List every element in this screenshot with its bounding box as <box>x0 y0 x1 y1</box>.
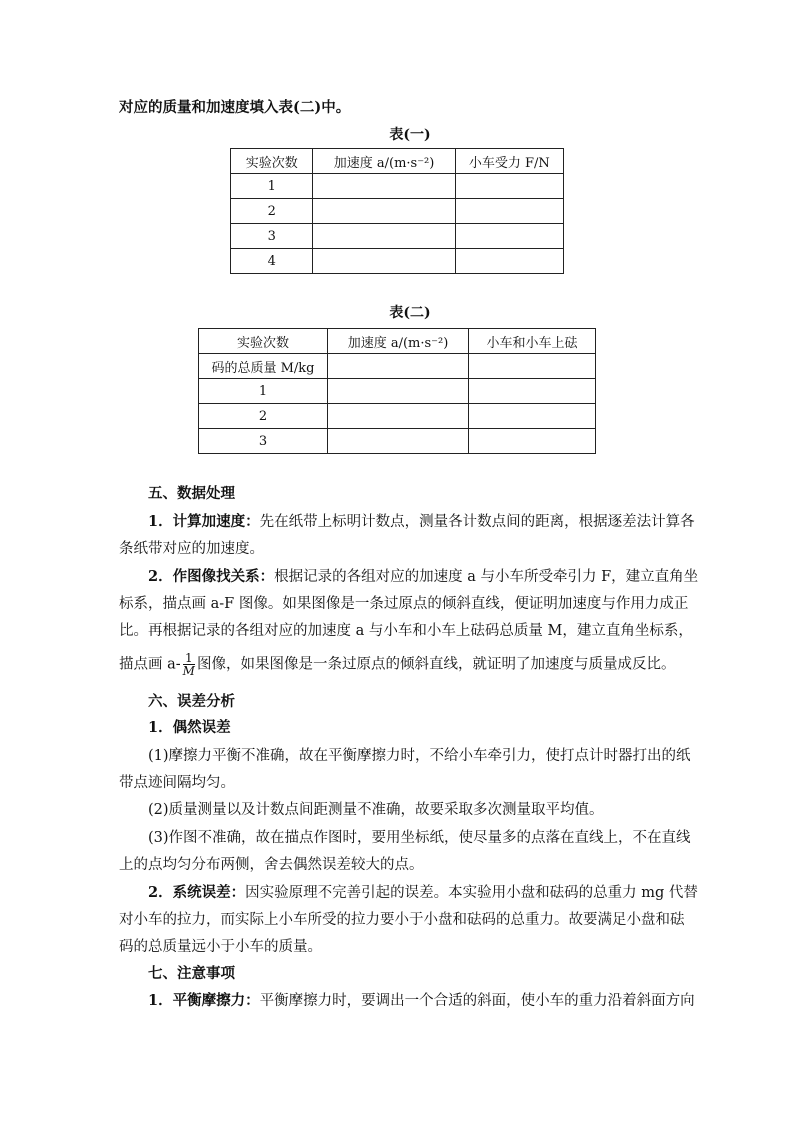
section6-p1-line1: (1)摩擦力平衡不准确，故在平衡摩擦力时，不给小车牵引力，使打点计时器打出的纸 <box>148 748 691 764</box>
table-row <box>231 249 564 274</box>
section6-p2-line1: (2)质量测量以及计数点间距测量不准确，故要采取多次测量取平均值。 <box>148 802 604 818</box>
section5-item2-line2: 标系，描点画 a-F 图像。如果图像是一条过原点的倾斜直线，便证明加速度与作用力成正 <box>119 596 689 612</box>
table-cell-empty <box>313 249 455 274</box>
section5-item2-line3: 比。再根据记录的各组对应的加速度 a 与小车和小车上砝码总质量 M，建立直角坐标系， <box>119 623 693 639</box>
table-row <box>231 174 564 199</box>
table-cell-empty <box>469 354 596 379</box>
table-cell-empty <box>313 174 455 199</box>
section7-heading: 七、注意事项 <box>148 965 235 982</box>
section5-item1-label: 1．计算加速度： <box>148 513 260 530</box>
section6-sub1: 1．偶然误差 <box>148 719 231 736</box>
table2-header-cell: 实验次数 <box>199 329 328 354</box>
table1-header-cell: 小车受力 F/N <box>455 149 563 174</box>
section6-p1-line2: 带点迹间隔均匀。 <box>119 775 235 791</box>
table-row <box>199 404 596 429</box>
section6-sub2-line2: 对小车的拉力，而实际上小车所受的拉力要小于小盘和砝码的总重力。故要满足小盘和砝 <box>119 912 685 928</box>
table-row <box>199 379 596 404</box>
table2-header-cell: 小车和小车上砝 <box>469 329 596 354</box>
section7-item1-line1 <box>148 991 695 1011</box>
table1-row-index: 4 <box>231 249 313 274</box>
table1-header-cell: 加速度 a/(m·s⁻²) <box>313 149 455 174</box>
section5-item2-label: 2．作图像找关系： <box>148 568 275 585</box>
table1-header-cell: 实验次数 <box>231 149 313 174</box>
fraction-one-over-m <box>183 652 195 677</box>
section5-item2-line4 <box>119 652 675 677</box>
table2-header-row <box>199 329 596 354</box>
section6-sub2-line1 <box>148 883 698 903</box>
table-cell-empty <box>469 404 596 429</box>
section5-item2-text: 根据记录的各组对应的加速度 a 与小车所受牵引力 F，建立直角坐 <box>274 569 699 585</box>
table1 <box>230 148 564 274</box>
table-cell-empty <box>455 224 563 249</box>
table-cell-empty <box>313 224 455 249</box>
section6-p3-line1: (3)作图不准确，故在描点作图时，要用坐标纸，使尽量多的点落在直线上，不在直线 <box>148 830 691 846</box>
table2-row-index: 3 <box>199 429 328 454</box>
table-cell-empty <box>328 429 469 454</box>
section7-item1-label: 1．平衡摩擦力： <box>148 992 260 1009</box>
table-row <box>231 199 564 224</box>
intro-line: 对应的质量和加速度填入表(二)中。 <box>119 99 351 116</box>
section6-sub2-label: 2．系统误差： <box>148 884 246 901</box>
table2-caption: 表(二) <box>389 305 431 321</box>
table-cell-empty <box>328 354 469 379</box>
table2-row-index: 1 <box>199 379 328 404</box>
table-cell-empty <box>313 199 455 224</box>
table2 <box>198 328 596 454</box>
table-row <box>199 429 596 454</box>
table2-header-cell: 加速度 a/(m·s⁻²) <box>328 329 469 354</box>
table1-row-index: 2 <box>231 199 313 224</box>
fraction-denominator: M <box>182 664 195 678</box>
table-cell-empty <box>455 174 563 199</box>
table2-header-cell: 码的总质量 M/kg <box>199 354 328 379</box>
table-cell-empty <box>469 379 596 404</box>
table2-row-index: 2 <box>199 404 328 429</box>
table-cell-empty <box>328 404 469 429</box>
section6-heading: 六、误差分析 <box>148 693 235 710</box>
fraction-numerator: 1 <box>183 652 195 665</box>
table-row <box>231 224 564 249</box>
section6-sub2-text: 因实验原理不完善引起的误差。本实验用小盘和砝码的总重力 mg 代替 <box>245 885 698 901</box>
section6-sub2-line3: 码的总质量远小于小车的质量。 <box>119 939 322 955</box>
table1-row-index: 1 <box>231 174 313 199</box>
section5-item2-line4-pre: 描点画 a- <box>119 656 181 673</box>
section5-item2-line4-post: 图像，如果图像是一条过原点的倾斜直线，就证明了加速度与质量成反比。 <box>196 656 676 673</box>
table-cell-empty <box>328 379 469 404</box>
table-cell-empty <box>469 429 596 454</box>
table1-header-row <box>231 149 564 174</box>
section5-heading: 五、数据处理 <box>148 485 235 502</box>
section5-item1-line1 <box>148 512 695 532</box>
section5-item1-line2: 条纸带对应的加速度。 <box>119 541 264 557</box>
table1-caption: 表(一) <box>389 127 431 143</box>
section5-item1-text: 先在纸带上标明计数点，测量各计数点间的距离，根据逐差法计算各 <box>259 514 695 530</box>
table1-row-index: 3 <box>231 224 313 249</box>
table-cell-empty <box>455 199 563 224</box>
section6-p3-line2: 上的点均匀分布两侧，舍去偶然误差较大的点。 <box>119 857 424 873</box>
section5-item2-line1 <box>148 567 698 587</box>
table2-header-row-2 <box>199 354 596 379</box>
section7-item1-text: 平衡摩擦力时，要调出一个合适的斜面，使小车的重力沿着斜面方向 <box>259 993 695 1009</box>
table-cell-empty <box>455 249 563 274</box>
